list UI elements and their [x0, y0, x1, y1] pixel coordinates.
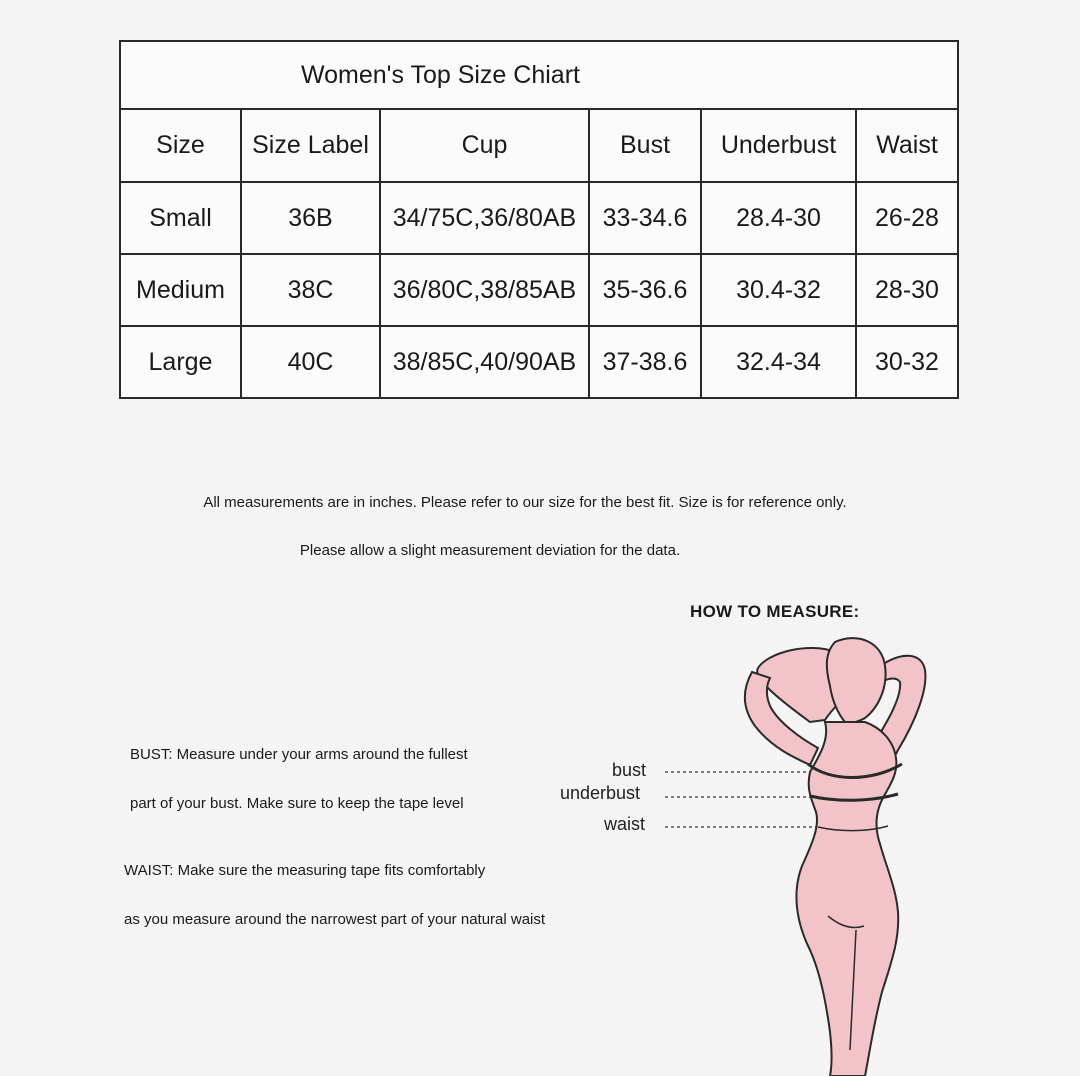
body-figure-illustration — [660, 630, 960, 1076]
bust-label: bust — [612, 760, 647, 780]
measurement-note: All measurements are in inches. Please refer to our size for the best fit. Size is for reference only. — [203, 494, 847, 511]
cell-size-label: 38C — [241, 254, 380, 326]
torso — [796, 722, 898, 1076]
waist-label: waist — [604, 814, 646, 834]
table-row — [120, 182, 958, 254]
cell-waist: 28-30 — [856, 254, 958, 326]
cell-size-label: 40C — [241, 326, 380, 398]
waist-instruction-line-2: as you measure around the narrowest part of your natural waist — [124, 911, 546, 928]
table-header-row — [120, 109, 958, 182]
cell-size: Small — [120, 182, 241, 254]
header-bust: Bust — [589, 109, 701, 182]
deviation-note: Please allow a slight measurement deviation for the data. — [299, 542, 681, 559]
table-title: Women's Top Size Chiart — [120, 41, 958, 109]
how-to-measure-heading: HOW TO MEASURE: — [690, 602, 860, 621]
header-waist: Waist — [856, 109, 958, 182]
size-chart-table — [119, 40, 959, 399]
cell-size: Large — [120, 326, 241, 398]
cell-cup: 34/75C,36/80AB — [380, 182, 589, 254]
head — [827, 638, 886, 723]
cell-bust: 33-34.6 — [589, 182, 701, 254]
header-size: Size — [120, 109, 241, 182]
cell-size: Medium — [120, 254, 241, 326]
cell-cup: 36/80C,38/85AB — [380, 254, 589, 326]
header-size-label: Size Label — [241, 109, 380, 182]
cell-bust: 37-38.6 — [589, 326, 701, 398]
waist-instruction-line-1: WAIST: Make sure the measuring tape fits comfortably — [124, 862, 486, 879]
cell-underbust: 30.4-32 — [701, 254, 856, 326]
bust-instruction-line-2: part of your bust. Make sure to keep the tape level — [130, 795, 464, 812]
cell-cup: 38/85C,40/90AB — [380, 326, 589, 398]
cell-size-label: 36B — [241, 182, 380, 254]
cell-underbust: 28.4-30 — [701, 182, 856, 254]
cell-bust: 35-36.6 — [589, 254, 701, 326]
bust-instruction-line-1: BUST: Measure under your arms around the fullest — [130, 746, 468, 763]
table-row — [120, 326, 958, 398]
header-underbust: Underbust — [701, 109, 856, 182]
header-cup: Cup — [380, 109, 589, 182]
table-row — [120, 254, 958, 326]
underbust-label: underbust — [560, 783, 641, 803]
cell-waist: 26-28 — [856, 182, 958, 254]
cell-waist: 30-32 — [856, 326, 958, 398]
cell-underbust: 32.4-34 — [701, 326, 856, 398]
